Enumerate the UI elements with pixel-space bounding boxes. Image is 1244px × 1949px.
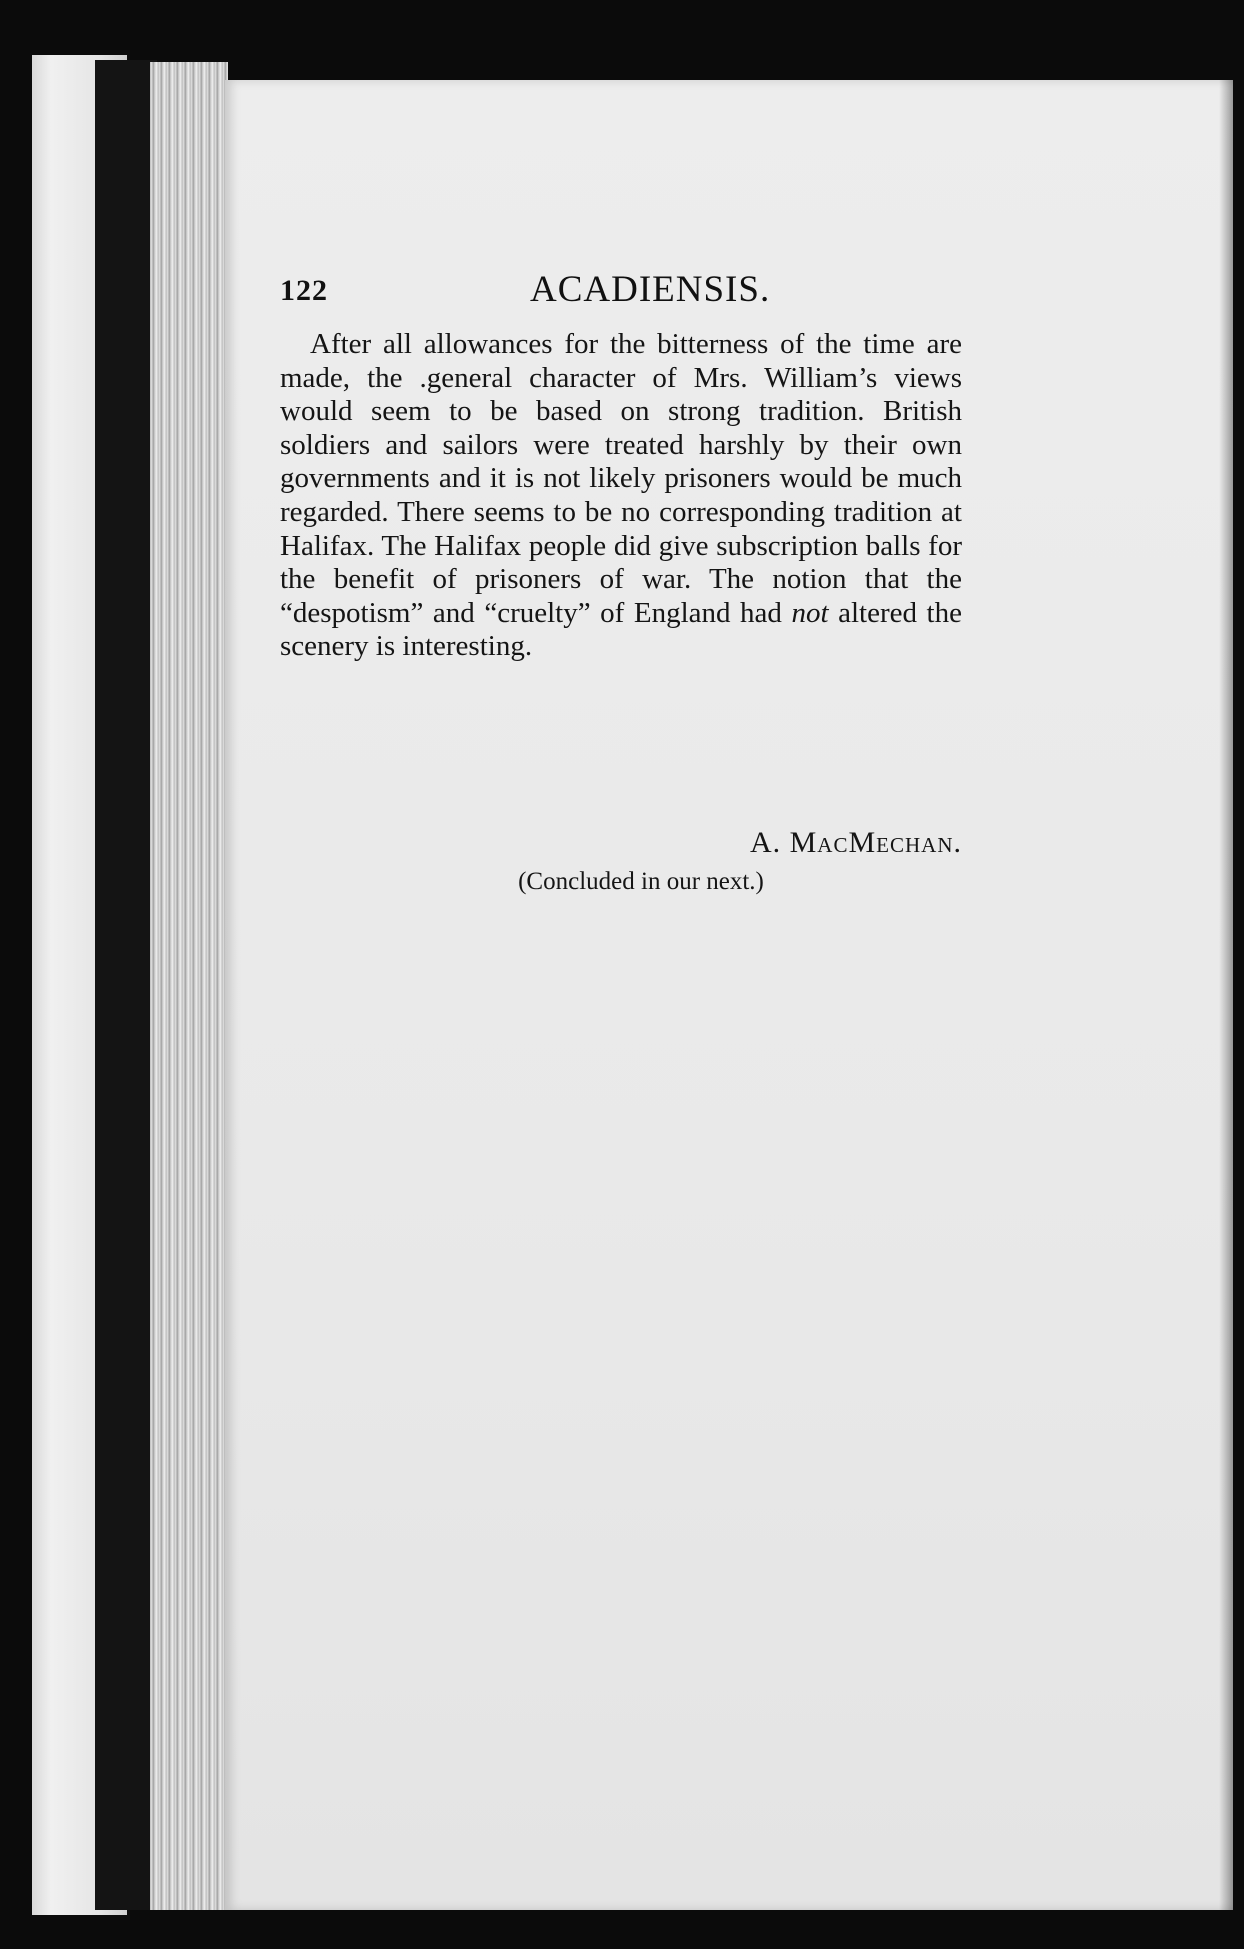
author-signature: A. MacMechan. (749, 826, 962, 859)
page-edge-shadow (1219, 80, 1233, 1910)
paragraph-text-part-1: After all allowances for the bitterness of the time are made, the .general character of Mrs. William’s views would seem to be based on strong tradition. British soldiers and sailors were treated harshly by their own governments and it is not likely prisoners would be much regarded. There seems to be no corresponding tradition at Halifax. The Halifax people did give subscription balls for the benefit of prisoners of war. The notion that the “despotism” and “cruelty” of England had (280, 328, 962, 629)
page-header (280, 266, 1200, 326)
paragraph-text-part-2: altered the scenery is interesting. (280, 596, 962, 663)
continuation-note: (Concluded in our next.) (518, 868, 764, 895)
page-number: 122 (280, 274, 328, 307)
page-edges-stack (150, 62, 228, 1910)
body-paragraph (280, 328, 962, 664)
book-spine-shadow (95, 60, 157, 1910)
running-title: ACADIENSIS. (530, 269, 771, 310)
emphasized-word: not (791, 596, 829, 629)
